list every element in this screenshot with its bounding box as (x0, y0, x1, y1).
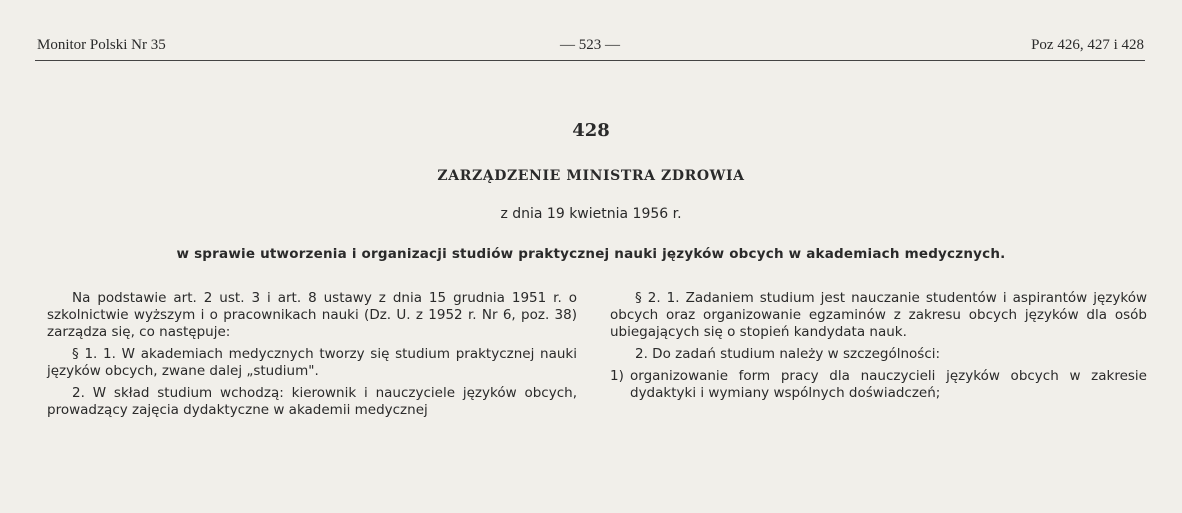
document-subject: w sprawie utworzenia i organizacji studiów praktycznej nauki języków obcych w akademiach medycznych. (176, 246, 1006, 262)
list-item-marker: 1) (610, 368, 624, 384)
header-rule (35, 60, 1145, 61)
paragraph-s2-1: § 2. 1. Zadaniem studium jest nauczanie studentów i aspirantów języków obcych oraz organizowanie egzaminów z zakresu obcych języków dla osób ubiegających się o stopień kandydata nauk. (610, 290, 1147, 340)
list-item-text: organizowanie form pracy dla nauczycieli języków obcych w zakresie dydaktyki i wymiany wspólnych doświadczeń; (630, 368, 1147, 401)
paragraph-s1-1: § 1. 1. W akademiach medycznych tworzy się studium praktycznej nauki języków obcych, zwane dalej „studium". (47, 346, 577, 379)
list-item (610, 368, 1147, 402)
header-position: Poz 426, 427 i 428 (1031, 37, 1144, 53)
paragraph-preamble: Na podstawie art. 2 ust. 3 i art. 8 ustawy z dnia 15 grudnia 1951 r. o szkolnictwie wyższym i o pracownikach nauki (Dz. U. z 1952 r. Nr 6, poz. 38) zarządza się, co następuje: (47, 290, 577, 340)
document-date: z dnia 19 kwietnia 1956 r. (500, 206, 682, 222)
header-publication: Monitor Polski Nr 35 (37, 37, 166, 53)
document-number: 428 (572, 120, 610, 141)
document-title: ZARZĄDZENIE MINISTRA ZDROWIA (437, 168, 745, 184)
left-column (47, 290, 577, 424)
header-page-number: — 523 — (560, 37, 620, 53)
paragraph-s1-2: 2. W skład studium wchodzą: kierownik i nauczyciele języków obcych, prowadzący zajęcia dydaktyczne w akademii medycznej (47, 385, 577, 418)
right-column (610, 290, 1147, 407)
paragraph-s2-2: 2. Do zadań studium należy w szczególności: (635, 346, 941, 362)
